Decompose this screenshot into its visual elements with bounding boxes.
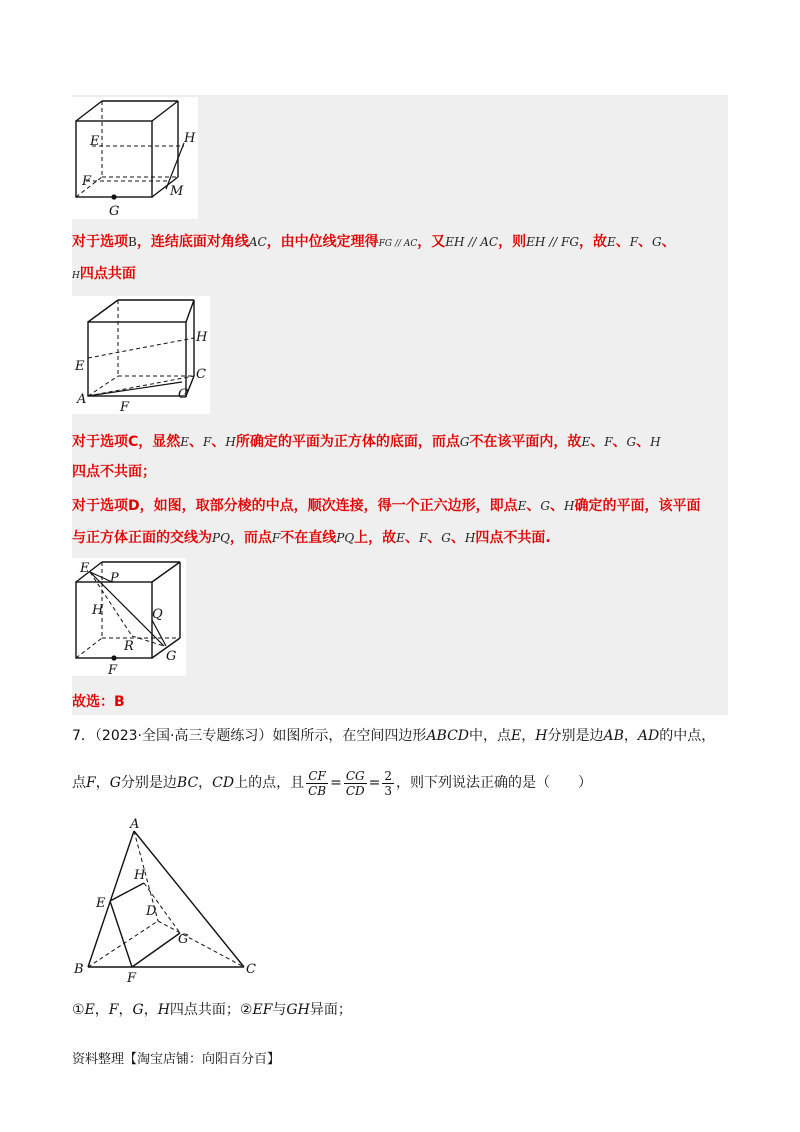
cube-figure-option-a <box>72 97 198 219</box>
label-C: C <box>246 962 256 977</box>
label-Q: Q <box>152 607 163 622</box>
label-B: B <box>74 962 84 977</box>
label-G: G <box>178 932 189 947</box>
question-7-line-1: 7．（2023·全国·高三专题练习）如图所示，在空间四边形ABCD中，点E，H分别是边AB，AD的中点， <box>72 728 716 744</box>
label-A: A <box>77 392 87 407</box>
label-A: A <box>130 817 140 832</box>
footer-source: 资料整理【淘宝店铺：向阳百分百】 <box>72 1052 281 1067</box>
label-R: R <box>124 639 134 654</box>
label-H: H <box>92 603 104 618</box>
label-E: E <box>75 359 85 374</box>
tetrahedron-figure <box>72 815 262 985</box>
cube-figure-option-d <box>72 558 186 676</box>
fraction-cf-cb: $\frac{CF}{CB}$ <box>308 768 327 798</box>
fraction-two-thirds: $\frac{2}{3}$ <box>384 768 393 798</box>
label-H: H <box>184 131 196 146</box>
label-H: H <box>134 868 146 883</box>
option-b-line-1: 对于选项B，连结底面对角线AC，由中位线定理得FG // AC，又EH // AC，则EH // FG，故E、F、G、 <box>72 234 676 250</box>
label-G: G <box>166 649 177 664</box>
option-c-line-2: 四点不共面； <box>72 464 156 480</box>
label-P: P <box>110 571 119 586</box>
cube-figure-option-b <box>72 296 210 414</box>
label-G: G <box>178 387 189 402</box>
statements-line: ①E，F，G，H四点共面；②EF与GH异面； <box>72 1002 352 1018</box>
option-c-line-1: 对于选项C，显然E、F、H所确定的平面为正方体的底面，而点G不在该平面内，故E、F、G、H <box>72 434 661 450</box>
question-7-line-2: 点F，G分别是边BC，CD上的点，且 $\frac{CF}{CB}$ = $\frac{CG}{CD}$ = $\frac{2}{3}$ ，则下列说法正确的是（ ） <box>72 768 593 798</box>
label-E: E <box>96 896 106 911</box>
option-b-line-2: H四点共面 <box>72 266 136 282</box>
label-C: C <box>196 367 206 382</box>
label-D: D <box>146 904 157 919</box>
option-d-line-2: 与正方体正面的交线为PQ，而点F不在直线PQ上，故E、F、G、H四点不共面. <box>72 530 551 546</box>
label-M: M <box>170 184 184 199</box>
fraction-cg-cd: $\frac{CG}{CD}$ <box>345 768 365 798</box>
answer: 故选：B <box>72 694 125 710</box>
option-d-line-1: 对于选项D，如图，取部分棱的中点，顺次连接，得一个正六边形，即点E、G、H确定的平面，该平面 <box>72 498 701 514</box>
label-G: G <box>109 204 120 219</box>
label-E: E <box>80 561 90 576</box>
label-F: F <box>108 663 118 676</box>
label-H: H <box>196 330 208 345</box>
label-E: E <box>90 134 100 149</box>
label-F: F <box>82 174 92 189</box>
label-F: F <box>127 971 137 985</box>
label-F: F <box>120 400 130 414</box>
